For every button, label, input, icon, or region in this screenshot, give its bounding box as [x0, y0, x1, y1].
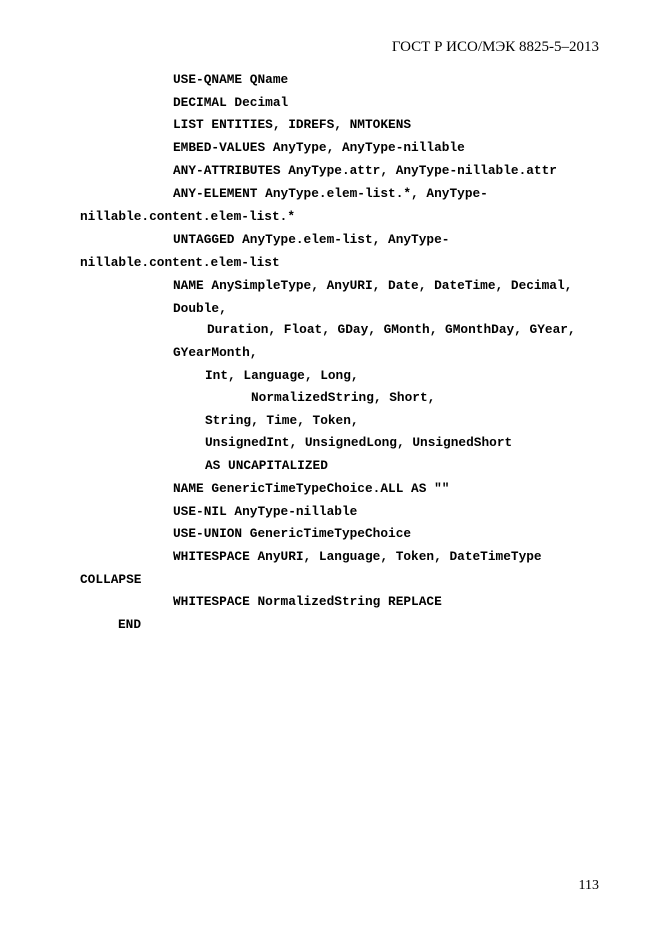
code-line: UnsignedInt, UnsignedLong, UnsignedShort — [205, 435, 513, 450]
code-line: LIST ENTITIES, IDREFS, NMTOKENS — [173, 117, 412, 132]
code-line: String, Time, Token, — [205, 413, 359, 428]
code-line: USE-NIL AnyType-nillable — [173, 504, 358, 519]
code-line: WHITESPACE AnyURI, Language, Token, DateTimeType — [173, 549, 542, 564]
code-line: END — [118, 617, 142, 632]
document-header: ГОСТ Р ИСО/МЭК 8825-5–2013 — [391, 39, 599, 55]
code-line: nillable.content.elem-list.* — [80, 209, 296, 224]
code-line: WHITESPACE NormalizedString REPLACE — [173, 594, 442, 609]
code-line: COLLAPSE — [80, 572, 142, 587]
code-line: Int, Language, Long, — [205, 368, 359, 383]
code-line: UNTAGGED AnyType.elem-list, AnyType- — [173, 232, 450, 247]
code-line: NAME AnySimpleType, AnyURI, Date, DateTime, Decimal, — [173, 278, 573, 293]
code-line: NormalizedString, Short, — [251, 390, 436, 405]
code-line: GYearMonth, — [173, 345, 258, 360]
code-line: AS UNCAPITALIZED — [205, 458, 328, 473]
code-line: Double, — [173, 301, 227, 316]
code-line: Duration, Float, GDay, GMonth, GMonthDay, GYear, — [207, 322, 576, 337]
page-number: 113 — [578, 878, 599, 893]
code-line: ANY-ATTRIBUTES AnyType.attr, AnyType-nillable.attr — [173, 163, 557, 178]
code-line: USE-QNAME QName — [173, 72, 289, 87]
code-line: USE-UNION GenericTimeTypeChoice — [173, 526, 412, 541]
code-line: EMBED-VALUES AnyType, AnyType-nillable — [173, 140, 465, 155]
code-line: DECIMAL Decimal — [173, 95, 289, 110]
code-line: NAME GenericTimeTypeChoice.ALL AS "" — [173, 481, 450, 496]
code-line: ANY-ELEMENT AnyType.elem-list.*, AnyType- — [173, 186, 488, 201]
code-line: nillable.content.elem-list — [80, 255, 280, 270]
